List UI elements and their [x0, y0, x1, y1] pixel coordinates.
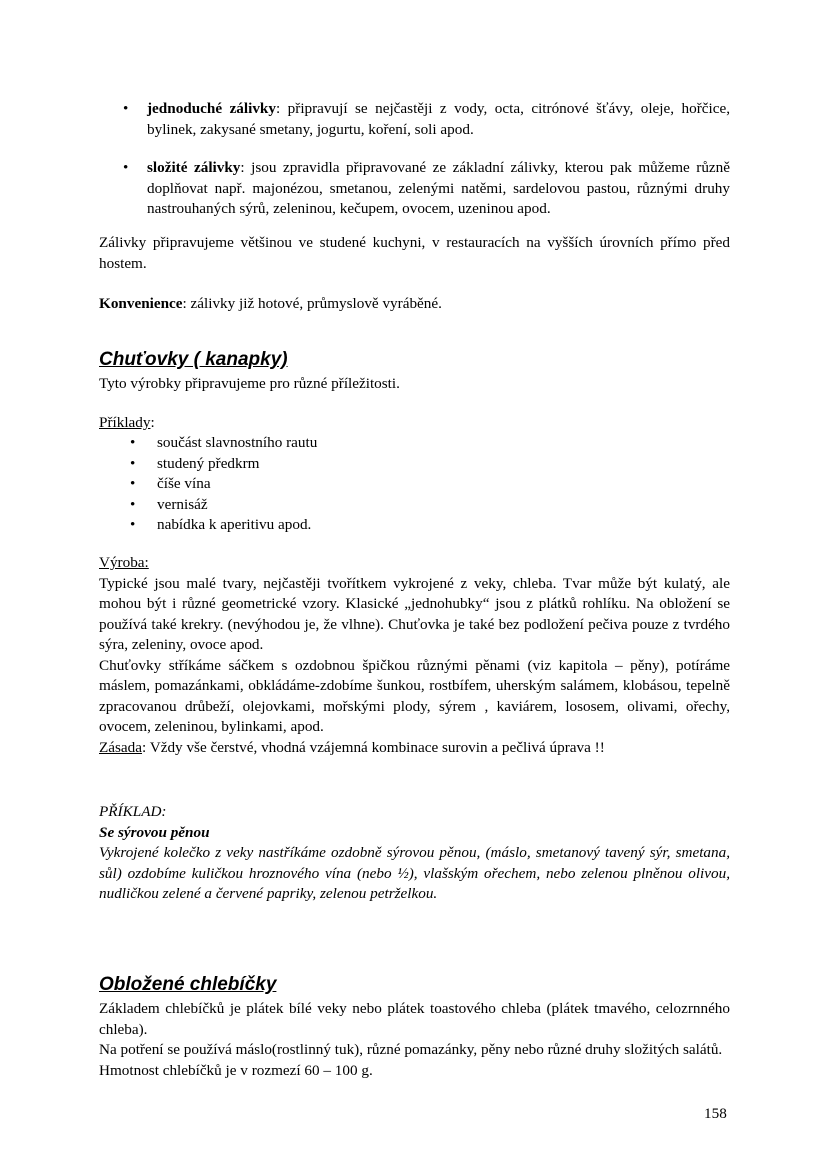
convenience-paragraph: [99, 294, 730, 315]
production-label: Výroba:: [99, 554, 149, 571]
production-paragraph-1: Typické jsou malé tvary, nejčastěji tvořítkem vykrojené z veky, chleba. Tvar může být kulatý, ale mohou být i různé geometrické vzory. Klasické „jednohubky“ jsou z plátků rohlíku. Na obložení se používá také krekry. (nevýhodou je, že vlhne). Chuťovka je také bez podložení pečiva pouze z tvrdého sýra, zeleniny, ovoce apod.: [99, 574, 730, 653]
list-item: [99, 515, 599, 536]
examples-label-text: Příklady: [99, 414, 151, 431]
list-item: [99, 454, 599, 475]
page-number: 158: [704, 1105, 727, 1122]
list-item-text: : připravují se nejčastěji z vody, octa, citrónové šťávy, oleje, hořčice, bylinek, zakysané smetany, jogurtu, koření, soli apod.: [147, 100, 730, 138]
sandwiches-paragraph-1: Základem chlebíčků je plátek bílé veky nebo plátek toastového chleba (plátek tmavého, celozrnného chleba).: [99, 1000, 730, 1038]
bullet-icon: •: [130, 475, 136, 492]
list-item: [99, 474, 599, 495]
list-item-term: jednoduché zálivky: [147, 100, 276, 117]
production-section: [99, 553, 730, 758]
list-item: [99, 495, 599, 516]
list-item-text: součást slavnostního rautu: [157, 434, 318, 451]
list-item-term: složité zálivky: [147, 159, 241, 176]
bullet-icon: •: [130, 495, 136, 513]
dressing-types-list: [99, 99, 730, 220]
production-paragraph-2: Chuťovky stříkáme sáčkem s ozdobnou špičkou různými pěnami (viz kapitola – pěny), potíráme máslem, pomazánkami, obkládáme-zdobíme šunkou, rostbífem, uherským salámem, klobásou, tepelně zpracovanou drůbeží, olejovkami, mořskými plody, sýrem , kaviárem, lososem, olivami, ořechy, ovocem, zeleninou, bylinkami, apod.: [99, 656, 730, 735]
bullet-icon: •: [130, 516, 136, 533]
list-item: [99, 433, 599, 454]
convenience-term: Konvenience: [99, 295, 183, 312]
list-item-text: studený předkrm: [157, 454, 260, 472]
dressings-paragraph: Zálivky připravujeme většinou ve studené kuchyni, v restauracích na vyšších úrovních přímo před hostem.: [99, 234, 730, 272]
list-item: [99, 99, 730, 140]
list-item-text: nabídka k aperitivu apod.: [157, 516, 312, 533]
example-text: Vykrojené kolečko z veky nastříkáme ozdobně sýrovou pěnou, (máslo, smetanový tavený sýr, smetana, sůl) ozdobíme kuličkou hroznového vína (nebo ½), vlašským ořechem, nebo zelenou plněnou olivou, nudličkou zelené a červené papriky, zelenou petrželkou.: [99, 844, 730, 902]
principle-line: [99, 738, 730, 759]
section-heading-canapes: Chuťovky ( kanapky): [99, 349, 288, 370]
convenience-text: : zálivky již hotové, průmyslově vyráběné.: [182, 295, 442, 312]
list-item-text: : jsou zpravidla připravované ze základní zálivky, kterou pak můžeme různě doplňovat např. majonézou, smetanou, zelenými natěmi, sardelovou pastou, různými druhy nastrouhaných sýrů, zeleninou, kečupem, ovocem, uzeninou apod.: [147, 159, 730, 217]
example-title: Se sýrovou pěnou: [99, 823, 210, 841]
bullet-icon: •: [123, 159, 129, 176]
example-box: [99, 802, 730, 905]
list-item-text: vernisáž: [157, 495, 208, 513]
sandwiches-paragraph-2: Na potření se používá máslo(rostlinný tuk), různé pomazánky, pěny nebo různé druhy složitých salátů.: [99, 1041, 723, 1058]
list-item-text: číše vína: [157, 475, 211, 492]
examples-label: [99, 413, 730, 434]
example-label: PŘÍKLAD:: [99, 803, 167, 820]
principle-text: : Vždy vše čerstvé, vhodná vzájemná kombinace surovin a pečlivá úprava !!: [142, 738, 605, 756]
principle-label: Zásada: [99, 738, 143, 756]
examples-list: [99, 433, 599, 536]
bullet-icon: •: [130, 434, 136, 451]
section-heading-sandwiches: Obložené chlebíčky: [99, 974, 277, 995]
list-item: [99, 158, 730, 220]
canapes-intro: Tyto výrobky připravujeme pro různé příležitosti.: [99, 375, 400, 392]
bullet-icon: •: [123, 100, 129, 117]
examples-label-colon: :: [150, 414, 155, 431]
sandwiches-section: [99, 999, 730, 1081]
bullet-icon: •: [130, 454, 136, 472]
sandwiches-paragraph-3: Hmotnost chlebíčků je v rozmezí 60 – 100 g.: [99, 1061, 373, 1079]
